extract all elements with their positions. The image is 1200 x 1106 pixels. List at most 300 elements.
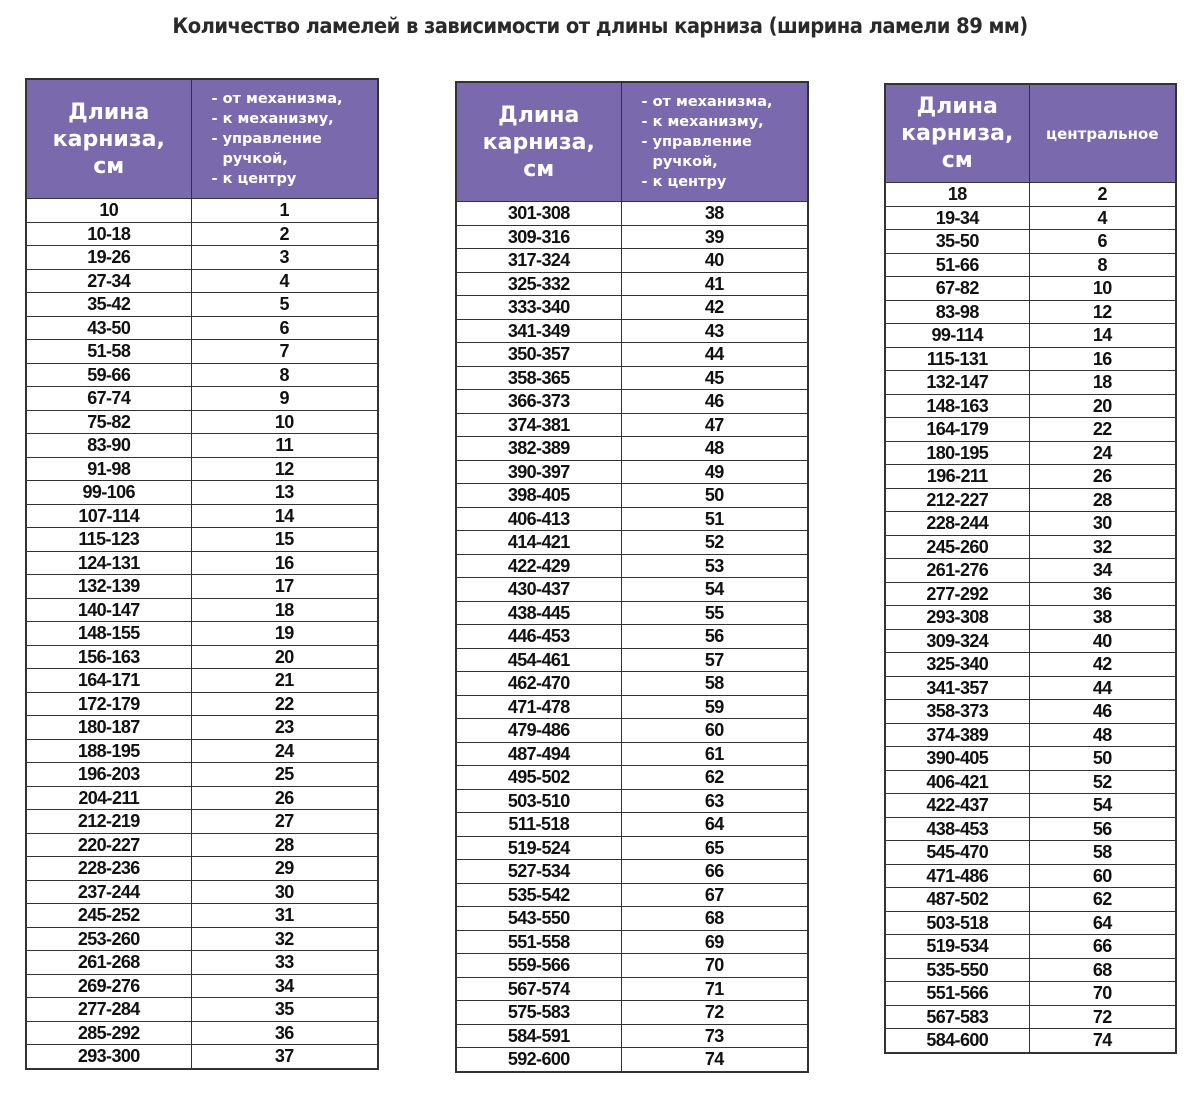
slat-count-cell: 36 (1029, 582, 1176, 606)
length-cell: 99-114 (885, 324, 1029, 348)
length-cell: 156-163 (26, 645, 191, 669)
table-row (456, 531, 808, 555)
table-row (885, 629, 1176, 653)
length-cell: 559-566 (456, 954, 621, 978)
table-row (885, 864, 1176, 888)
length-column-header: Длина карниза, см (885, 84, 1029, 183)
slat-count-cell: 47 (621, 413, 808, 437)
length-cell: 462-470 (456, 672, 621, 696)
slat-count-cell: 11 (191, 434, 378, 458)
length-cell: 35-42 (26, 293, 191, 317)
slat-count-cell: 42 (1029, 653, 1176, 677)
length-cell: 204-211 (26, 786, 191, 810)
direction-column-header: - от механизма, - к механизму, - управление ручкой, - к центру (621, 82, 808, 202)
length-cell: 91-98 (26, 457, 191, 481)
slat-count-cell: 22 (191, 692, 378, 716)
table-row (456, 484, 808, 508)
table-row (456, 319, 808, 343)
length-cell: 115-123 (26, 528, 191, 552)
table-row (26, 833, 378, 857)
slat-count-cell: 14 (191, 504, 378, 528)
length-cell: 454-461 (456, 648, 621, 672)
table-row (885, 700, 1176, 724)
table-row (26, 904, 378, 928)
length-cell: 374-389 (885, 723, 1029, 747)
length-cell: 519-534 (885, 935, 1029, 959)
table-row (885, 723, 1176, 747)
table-row (456, 648, 808, 672)
slat-count-cell: 15 (191, 528, 378, 552)
slat-count-cell: 30 (191, 880, 378, 904)
slat-count-cell: 18 (191, 598, 378, 622)
length-cell: 164-179 (885, 418, 1029, 442)
length-cell: 180-195 (885, 441, 1029, 465)
slat-count-cell: 12 (1029, 300, 1176, 324)
slat-table-1 (25, 78, 379, 1070)
table-row (456, 907, 808, 931)
table-row (26, 810, 378, 834)
length-cell: 293-308 (885, 606, 1029, 630)
slat-count-cell: 16 (191, 551, 378, 575)
length-cell: 487-494 (456, 742, 621, 766)
length-cell: 19-34 (885, 206, 1029, 230)
length-cell: 27-34 (26, 269, 191, 293)
table-row (26, 739, 378, 763)
length-cell: 51-58 (26, 340, 191, 364)
length-cell: 83-98 (885, 300, 1029, 324)
length-cell: 220-227 (26, 833, 191, 857)
slat-count-cell: 69 (621, 930, 808, 954)
table-row (26, 998, 378, 1022)
length-cell: 83-90 (26, 434, 191, 458)
length-cell: 132-139 (26, 575, 191, 599)
table-row (885, 582, 1176, 606)
table-row (885, 394, 1176, 418)
slat-count-cell: 23 (191, 716, 378, 740)
length-cell: 51-66 (885, 253, 1029, 277)
slat-count-cell: 46 (1029, 700, 1176, 724)
length-cell: 293-300 (26, 1045, 191, 1069)
slat-count-cell: 19 (191, 622, 378, 646)
length-cell: 487-502 (885, 888, 1029, 912)
slat-count-cell: 9 (191, 387, 378, 411)
table-row (26, 340, 378, 364)
table-row (456, 507, 808, 531)
slat-count-cell: 32 (1029, 535, 1176, 559)
slat-count-cell: 64 (621, 813, 808, 837)
slat-count-cell: 72 (1029, 1005, 1176, 1029)
table-row (26, 716, 378, 740)
table-row (456, 1024, 808, 1048)
slat-count-cell: 52 (621, 531, 808, 555)
slat-count-cell: 10 (191, 410, 378, 434)
slat-count-cell: 36 (191, 1021, 378, 1045)
slat-count-cell: 74 (1029, 1029, 1176, 1053)
length-cell: 325-340 (885, 653, 1029, 677)
length-cell: 261-268 (26, 951, 191, 975)
slat-count-cell: 7 (191, 340, 378, 364)
table-row (885, 465, 1176, 489)
table-row (26, 363, 378, 387)
table-row (456, 554, 808, 578)
table-row (885, 935, 1176, 959)
length-cell: 124-131 (26, 551, 191, 575)
length-cell: 575-583 (456, 1001, 621, 1025)
table-row (885, 277, 1176, 301)
length-cell: 140-147 (26, 598, 191, 622)
table-row (885, 817, 1176, 841)
direction-column-header: - от механизма, - к механизму, - управление ручкой, - к центру (191, 79, 378, 199)
table-row (885, 488, 1176, 512)
table-row (26, 551, 378, 575)
length-cell: 341-357 (885, 676, 1029, 700)
table-row (885, 747, 1176, 771)
table-body (26, 199, 378, 1069)
slat-count-cell: 44 (1029, 676, 1176, 700)
slat-count-cell: 61 (621, 742, 808, 766)
slat-count-cell: 20 (191, 645, 378, 669)
slat-count-cell: 17 (191, 575, 378, 599)
slat-count-cell: 33 (191, 951, 378, 975)
slat-count-cell: 38 (621, 202, 808, 226)
table-row (456, 1001, 808, 1025)
slat-count-cell: 59 (621, 695, 808, 719)
slat-count-cell: 28 (191, 833, 378, 857)
length-cell: 148-163 (885, 394, 1029, 418)
length-cell: 99-106 (26, 481, 191, 505)
slat-count-cell: 48 (621, 437, 808, 461)
table-row (26, 528, 378, 552)
length-cell: 253-260 (26, 927, 191, 951)
slat-count-cell: 54 (1029, 794, 1176, 818)
table-row (456, 977, 808, 1001)
slat-count-cell: 68 (1029, 958, 1176, 982)
length-cell: 350-357 (456, 343, 621, 367)
slat-count-cell: 10 (1029, 277, 1176, 301)
table-row (456, 836, 808, 860)
table-row (26, 1021, 378, 1045)
table-row (885, 347, 1176, 371)
slat-count-cell: 39 (621, 225, 808, 249)
slat-count-cell: 46 (621, 390, 808, 414)
slat-count-cell: 29 (191, 857, 378, 881)
length-cell: 567-574 (456, 977, 621, 1001)
page-title: Количество ламелей в зависимости от длины карниза (ширина ламели 89 мм) (172, 14, 1028, 38)
table-row (456, 719, 808, 743)
slat-count-cell: 8 (191, 363, 378, 387)
table-row (885, 230, 1176, 254)
table-row (456, 954, 808, 978)
table-row (26, 222, 378, 246)
table-row (885, 888, 1176, 912)
slat-count-cell: 72 (621, 1001, 808, 1025)
length-cell: 261-276 (885, 559, 1029, 583)
table-row (26, 199, 378, 223)
slat-count-cell: 6 (191, 316, 378, 340)
length-cell: 309-316 (456, 225, 621, 249)
slat-count-cell: 56 (621, 625, 808, 649)
table-row (456, 413, 808, 437)
table-row (26, 293, 378, 317)
length-cell: 115-131 (885, 347, 1029, 371)
length-cell: 10 (26, 199, 191, 223)
table-row (885, 1005, 1176, 1029)
slat-count-cell: 26 (191, 786, 378, 810)
slat-count-cell: 1 (191, 199, 378, 223)
slat-count-cell: 4 (191, 269, 378, 293)
length-cell: 535-542 (456, 883, 621, 907)
slat-count-cell: 66 (621, 860, 808, 884)
table-row (456, 460, 808, 484)
slat-count-cell: 57 (621, 648, 808, 672)
slat-count-cell: 34 (191, 974, 378, 998)
length-cell: 212-227 (885, 488, 1029, 512)
table-row (885, 559, 1176, 583)
length-cell: 366-373 (456, 390, 621, 414)
length-column-header: Длина карниза, см (456, 82, 621, 202)
table-row (885, 794, 1176, 818)
length-cell: 422-437 (885, 794, 1029, 818)
slat-count-cell: 60 (621, 719, 808, 743)
length-cell: 228-236 (26, 857, 191, 881)
table-body (456, 202, 808, 1072)
table-row (26, 692, 378, 716)
slat-count-cell: 74 (621, 1048, 808, 1072)
slat-count-cell: 70 (1029, 982, 1176, 1006)
slat-count-cell: 58 (621, 672, 808, 696)
slat-count-cell: 40 (1029, 629, 1176, 653)
length-cell: 527-534 (456, 860, 621, 884)
table-row (26, 669, 378, 693)
table-row (885, 206, 1176, 230)
length-cell: 196-203 (26, 763, 191, 787)
slat-count-cell: 12 (191, 457, 378, 481)
table-row (456, 860, 808, 884)
slat-count-cell: 58 (1029, 841, 1176, 865)
length-cell: 75-82 (26, 410, 191, 434)
slat-count-cell: 56 (1029, 817, 1176, 841)
length-cell: 341-349 (456, 319, 621, 343)
table-row (26, 434, 378, 458)
length-cell: 269-276 (26, 974, 191, 998)
table-row (885, 253, 1176, 277)
length-cell: 495-502 (456, 766, 621, 790)
slat-count-cell: 28 (1029, 488, 1176, 512)
slat-count-cell: 31 (191, 904, 378, 928)
length-cell: 196-211 (885, 465, 1029, 489)
slat-count-cell: 37 (191, 1045, 378, 1069)
slat-count-cell: 16 (1029, 347, 1176, 371)
table-row (456, 366, 808, 390)
length-cell: 543-550 (456, 907, 621, 931)
table-row (456, 930, 808, 954)
length-cell: 132-147 (885, 371, 1029, 395)
slat-count-cell: 63 (621, 789, 808, 813)
slat-count-cell: 73 (621, 1024, 808, 1048)
table-row (456, 625, 808, 649)
length-cell: 390-405 (885, 747, 1029, 771)
length-cell: 503-518 (885, 911, 1029, 935)
table-row (885, 535, 1176, 559)
table-row (885, 653, 1176, 677)
length-cell: 358-373 (885, 700, 1029, 724)
slat-count-cell: 5 (191, 293, 378, 317)
table-row (885, 676, 1176, 700)
slat-count-cell: 48 (1029, 723, 1176, 747)
slat-count-cell: 65 (621, 836, 808, 860)
table-row (885, 770, 1176, 794)
table-row (26, 1045, 378, 1069)
table-row (456, 695, 808, 719)
length-cell: 406-421 (885, 770, 1029, 794)
length-cell: 519-524 (456, 836, 621, 860)
table-row (456, 789, 808, 813)
length-cell: 374-381 (456, 413, 621, 437)
length-cell: 148-155 (26, 622, 191, 646)
table-row (885, 1029, 1176, 1053)
length-cell: 535-550 (885, 958, 1029, 982)
length-cell: 584-591 (456, 1024, 621, 1048)
table-row (885, 371, 1176, 395)
table-row (26, 880, 378, 904)
slat-count-cell: 4 (1029, 206, 1176, 230)
table-row (26, 786, 378, 810)
length-cell: 479-486 (456, 719, 621, 743)
slat-count-cell: 70 (621, 954, 808, 978)
slat-count-cell: 71 (621, 977, 808, 1001)
table-row (26, 457, 378, 481)
table-row (26, 481, 378, 505)
length-cell: 592-600 (456, 1048, 621, 1072)
table-row (456, 343, 808, 367)
length-cell: 430-437 (456, 578, 621, 602)
table-row (456, 437, 808, 461)
length-cell: 325-332 (456, 272, 621, 296)
length-cell: 164-171 (26, 669, 191, 693)
slat-count-cell: 66 (1029, 935, 1176, 959)
length-cell: 43-50 (26, 316, 191, 340)
slat-count-cell: 30 (1029, 512, 1176, 536)
table-row (456, 742, 808, 766)
table-row (26, 575, 378, 599)
slat-count-cell: 27 (191, 810, 378, 834)
table-row (456, 601, 808, 625)
table-row (456, 813, 808, 837)
length-cell: 277-292 (885, 582, 1029, 606)
slat-count-cell: 67 (621, 883, 808, 907)
slat-count-cell: 8 (1029, 253, 1176, 277)
length-cell: 245-252 (26, 904, 191, 928)
table-row (26, 504, 378, 528)
table-row (885, 982, 1176, 1006)
table-row (26, 246, 378, 270)
length-cell: 382-389 (456, 437, 621, 461)
slat-count-cell: 68 (621, 907, 808, 931)
slat-count-cell: 35 (191, 998, 378, 1022)
length-cell: 107-114 (26, 504, 191, 528)
table-row (885, 183, 1176, 207)
length-cell: 10-18 (26, 222, 191, 246)
table-row (885, 958, 1176, 982)
table-row (885, 841, 1176, 865)
slat-count-cell: 60 (1029, 864, 1176, 888)
table-row (456, 578, 808, 602)
table-row (26, 598, 378, 622)
slat-count-cell: 62 (621, 766, 808, 790)
length-cell: 277-284 (26, 998, 191, 1022)
slat-count-cell: 42 (621, 296, 808, 320)
table-row (456, 883, 808, 907)
table-header-row (885, 84, 1176, 183)
length-cell: 406-413 (456, 507, 621, 531)
slat-count-cell: 24 (191, 739, 378, 763)
length-cell: 503-510 (456, 789, 621, 813)
length-cell: 471-486 (885, 864, 1029, 888)
table-row (26, 951, 378, 975)
length-cell: 438-445 (456, 601, 621, 625)
slat-count-cell: 64 (1029, 911, 1176, 935)
table-row (885, 512, 1176, 536)
table-header-row (26, 79, 378, 199)
length-cell: 301-308 (456, 202, 621, 226)
table-row (456, 202, 808, 226)
length-cell: 567-583 (885, 1005, 1029, 1029)
table-row (456, 249, 808, 273)
length-cell: 390-397 (456, 460, 621, 484)
length-cell: 422-429 (456, 554, 621, 578)
slat-count-cell: 38 (1029, 606, 1176, 630)
table-body (885, 183, 1176, 1053)
slat-count-cell: 53 (621, 554, 808, 578)
central-column-header: центральное (1029, 84, 1176, 183)
table-row (26, 927, 378, 951)
slat-count-cell: 24 (1029, 441, 1176, 465)
table-row (885, 324, 1176, 348)
table-header-row (456, 82, 808, 202)
table-row (26, 269, 378, 293)
length-cell: 237-244 (26, 880, 191, 904)
length-cell: 309-324 (885, 629, 1029, 653)
length-cell: 551-558 (456, 930, 621, 954)
table-row (885, 606, 1176, 630)
table-row (26, 763, 378, 787)
slat-count-cell: 45 (621, 366, 808, 390)
table-row (26, 622, 378, 646)
length-cell: 446-453 (456, 625, 621, 649)
slat-count-cell: 50 (1029, 747, 1176, 771)
slat-count-cell: 2 (191, 222, 378, 246)
length-cell: 414-421 (456, 531, 621, 555)
table-row (885, 418, 1176, 442)
table-row (456, 272, 808, 296)
slat-count-cell: 51 (621, 507, 808, 531)
length-cell: 18 (885, 183, 1029, 207)
length-column-header: Длина карниза, см (26, 79, 191, 199)
slat-count-cell: 3 (191, 246, 378, 270)
slat-count-cell: 43 (621, 319, 808, 343)
length-cell: 172-179 (26, 692, 191, 716)
slat-count-cell: 20 (1029, 394, 1176, 418)
slat-count-cell: 55 (621, 601, 808, 625)
slat-count-cell: 22 (1029, 418, 1176, 442)
slat-count-cell: 40 (621, 249, 808, 273)
table-row (456, 390, 808, 414)
length-cell: 19-26 (26, 246, 191, 270)
length-cell: 59-66 (26, 363, 191, 387)
length-cell: 228-244 (885, 512, 1029, 536)
length-cell: 67-82 (885, 277, 1029, 301)
table-row (456, 225, 808, 249)
